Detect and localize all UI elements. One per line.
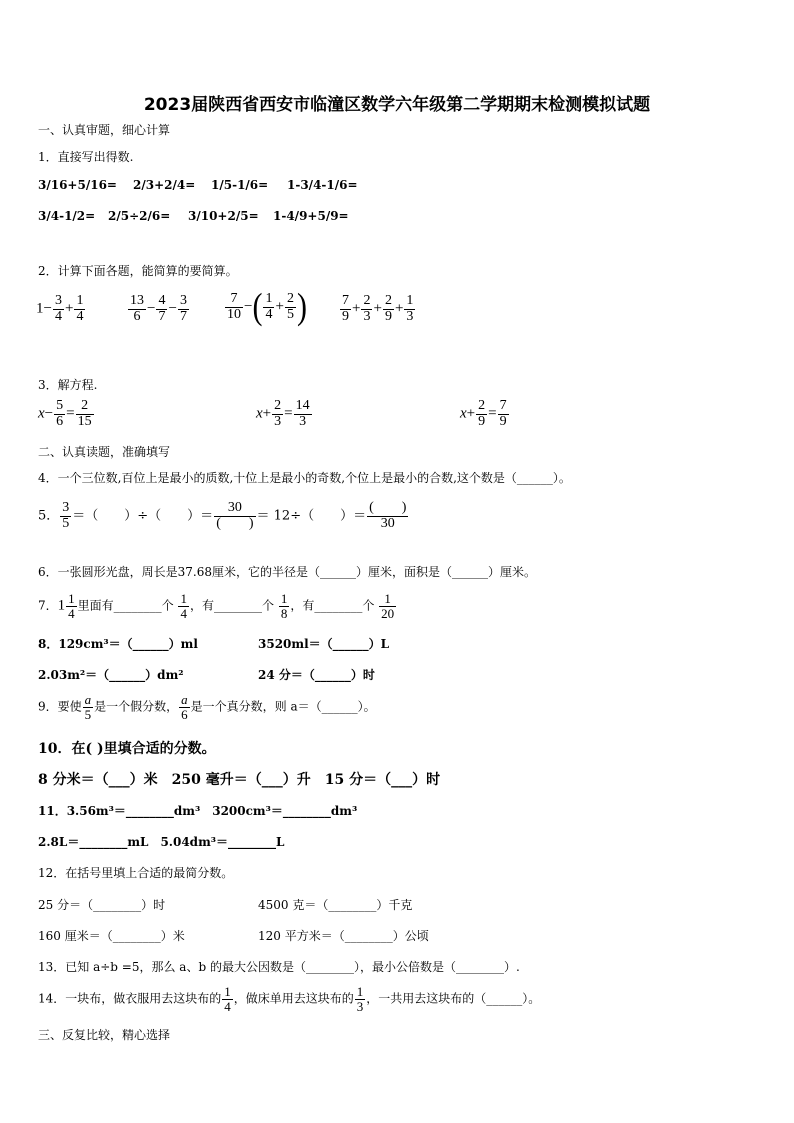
question-12-c: 160 厘米＝（________）米 <box>38 929 185 943</box>
section-heading-2: 二、认真读题，准确填写 <box>38 445 171 459</box>
calc-2-3: 3/10+2/5= <box>188 209 259 223</box>
calc-1-1: 3/16+5/16= <box>38 178 117 192</box>
question-4: 4．一个三位数,百位上是最小的质数,十位上是最小的奇数,个位上是最小的合数,这个数是（______）。 <box>38 471 571 485</box>
calc-1-3: 1/5-1/6= <box>211 178 269 192</box>
equation-3-3: x+ $\frac{2}{9}$ = $\frac{7}{9}$ <box>460 398 507 429</box>
question-8-b: 3520ml＝（______）L <box>258 637 390 651</box>
question-11-a: 11．3.56m³＝________dm³ 3200cm³＝________dm³ <box>38 804 358 818</box>
question-8-a: 8．129cm³＝（______）ml <box>38 637 198 651</box>
calc-2-2: 2/5÷2/6= <box>108 209 171 223</box>
expression-2-3: $\frac{7}{10}$ −( $\frac{1}{4}$ + $\frac{2}{5}$ ) <box>227 285 307 328</box>
expression-2-1: 1− $\frac{3}{4}$ + $\frac{1}{4}$ <box>36 293 84 324</box>
question-12-b: 4500 克＝（________）千克 <box>258 898 413 912</box>
question-7: 7．1 $\frac{1}{4}$ 里面有________个 $\frac{1}{4}$ ，有________个 $\frac{1}{8}$ ，有________个 $\frac{1}{20}$ <box>38 591 395 621</box>
question-5: 5． $\frac{3}{5}$ ＝（ ）÷（ ）＝ $\frac{30}{( )}$ ＝ 12÷（ ）＝ $\frac{( )}{30}$ <box>38 500 407 531</box>
question-2-label: 2．计算下面各题，能简算的要简算。 <box>38 264 238 278</box>
question-10-label: 10．在( )里填合适的分数。 <box>38 741 216 757</box>
question-8-c: 2.03m²＝（______）dm² <box>38 668 184 682</box>
question-12-label: 12．在括号里填上合适的最简分数。 <box>38 866 234 880</box>
calc-2-4: 1-4/9+5/9= <box>273 209 349 223</box>
expression-2-2: $\frac{13}{6}$ − $\frac{4}{7}$ − $\frac{3}{7}$ <box>130 293 187 324</box>
calc-1-4: 1-3/4-1/6= <box>287 178 358 192</box>
question-8-d: 24 分＝（______）时 <box>258 668 375 682</box>
question-3-label: 3．解方程. <box>38 378 98 392</box>
section-heading-3: 三、反复比较，精心选择 <box>38 1028 171 1042</box>
equation-3-2: x+ $\frac{2}{3}$ = $\frac{14}{3}$ <box>256 398 310 429</box>
page-title: 2023届陕西省西安市临潼区数学六年级第二学期期末检测模拟试题 <box>143 95 651 115</box>
section-heading-1: 一、认真审题，细心计算 <box>38 123 171 137</box>
equation-3-1: x− $\frac{5}{6}$ = $\frac{2}{15}$ <box>38 398 92 429</box>
expression-2-4: $\frac{7}{9}$ + $\frac{2}{3}$ + $\frac{2}{9}$ + $\frac{1}{3}$ <box>342 293 414 324</box>
question-12-d: 120 平方米＝（________）公顷 <box>258 929 429 943</box>
calc-2-1: 3/4-1/2= <box>38 209 96 223</box>
question-13: 13．已知 a÷b =5，那么 a、b 的最大公因数是（________），最小公倍数是（________）. <box>38 960 520 974</box>
question-14: 14．一块布，做衣服用去这块布的 $\frac{1}{4}$ ，做床单用去这块布的 $\frac{1}{3}$ ，一共用去这块布的（______）。 <box>38 984 541 1014</box>
question-11-b: 2.8L＝________mL 5.04dm³＝________L <box>38 835 285 849</box>
question-6: 6．一张圆形光盘，周长是37.68厘米，它的半径是（______）厘米，面积是（______）厘米。 <box>38 565 536 579</box>
question-10-line: 8 分米＝（___）米 250 毫升＝（___）升 15 分＝（___）时 <box>38 772 441 788</box>
calc-1-2: 2/3+2/4= <box>133 178 196 192</box>
question-9: 9．要使 $\frac{a}{5}$ 是一个假分数， $\frac{a}{6}$ 是一个真分数，则 a＝（______）。 <box>38 692 376 722</box>
question-12-a: 25 分＝（________）时 <box>38 898 166 912</box>
question-1-label: 1．直接写出得数. <box>38 150 134 164</box>
